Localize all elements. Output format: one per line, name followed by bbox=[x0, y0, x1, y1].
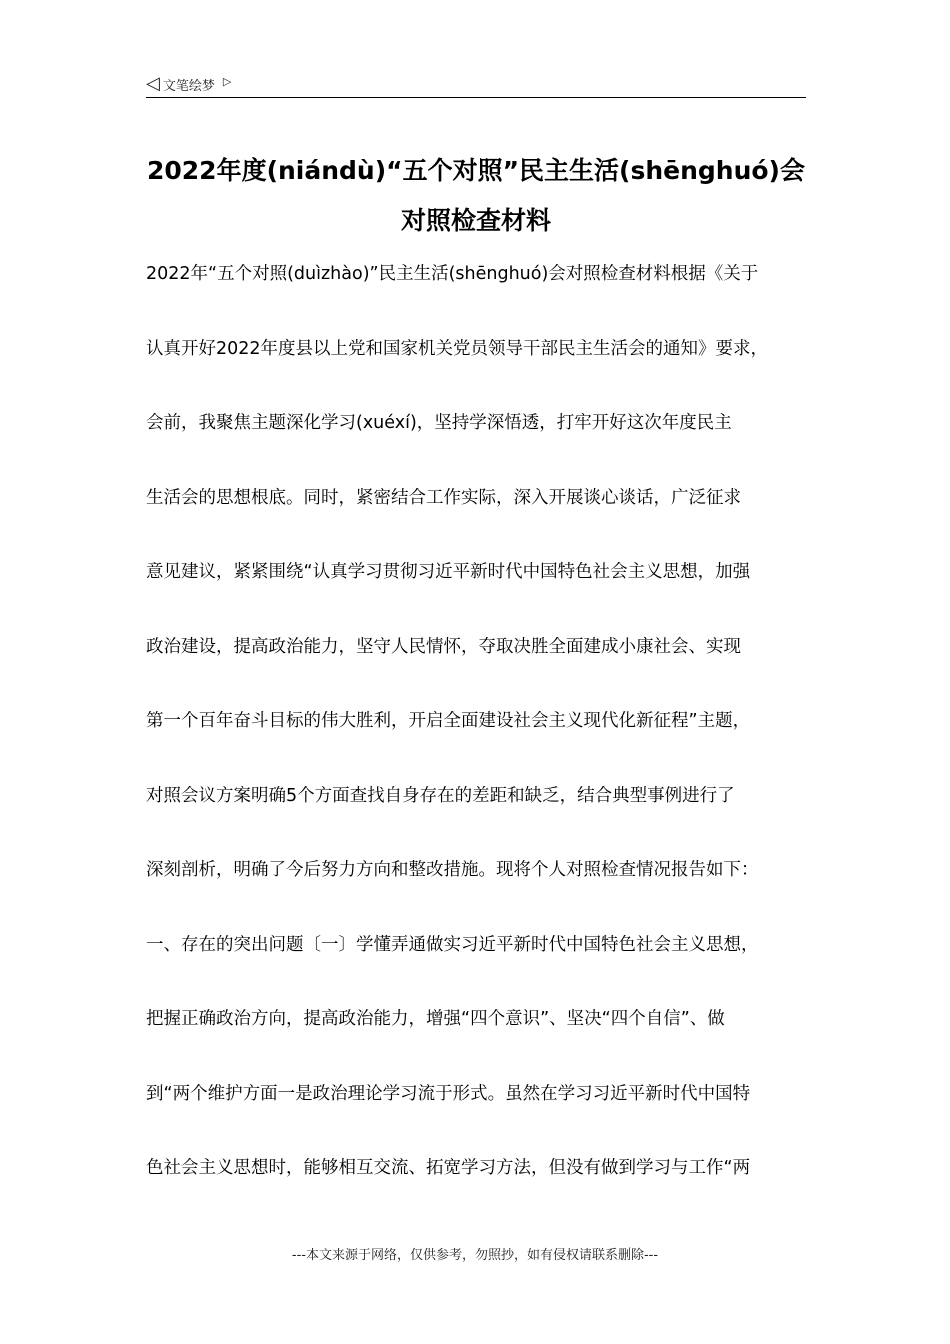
body-line: 对照会议方案明确5个方面查找自身存在的差距和缺乏，结合典型事例进行了 bbox=[146, 785, 735, 806]
body-line: 到“两个维护方面一是政治理论学习流于形式。虽然在学习习近平新时代中国特 bbox=[146, 1083, 751, 1104]
body-line: 2022年“五个对照(duìzhào)”民主生活(shēnghuó)会对照检查材料根据《关于 bbox=[146, 264, 759, 284]
title-line-1: 2022年度(niándù)“五个对照”民主生活(shēnghuó)会 bbox=[147, 156, 805, 185]
header-divider bbox=[146, 97, 806, 98]
body-line: 会前，我聚焦主题深化学习(xuéxí)，坚持学深悟透，打牢开好这次年度民主 bbox=[146, 413, 732, 433]
body-line: 第一个百年奋斗目标的伟大胜利，开启全面建设社会主义现代化新征程”主题， bbox=[146, 711, 751, 731]
body-line: 一、存在的突出问题〔一〕学懂弄通做实习近平新时代中国特色社会主义思想， bbox=[146, 934, 759, 955]
body-line: 深刻剖析，明确了今后努力方向和整改措施。现将个人对照检查情况报告如下： bbox=[146, 860, 759, 880]
header-title: 文笔绘梦 bbox=[162, 78, 215, 94]
triangle-left-icon: ◁ bbox=[146, 73, 160, 94]
body-line: 认真开好2022年度县以上党和国家机关党员领导干部民主生活会的通知》要求， bbox=[146, 338, 769, 359]
document-body bbox=[146, 259, 826, 1228]
body-line: 政治建设，提高政治能力，坚守人民情怀，夺取决胜全面建成小康社会、实现 bbox=[146, 636, 741, 657]
page-header bbox=[146, 72, 231, 96]
title-line-2: 对照检查材料 bbox=[400, 206, 551, 235]
body-line: 意见建议，紧紧围绕“认真学习贯彻习近平新时代中国特色社会主义思想，加强 bbox=[146, 562, 751, 582]
body-line: 把握正确政治方向，提高政治能力，增强“四个意识”、坚决“四个自信”、做 bbox=[146, 1009, 725, 1029]
body-line: 生活会的思想根底。同时，紧密结合工作实际，深入开展谈心谈话，广泛征求 bbox=[146, 487, 741, 508]
document-title bbox=[136, 146, 816, 246]
page-footer: ---本文来源于网络，仅供参考，勿照抄，如有侵权请联系删除--- bbox=[291, 1248, 659, 1263]
triangle-right-icon: ▷ bbox=[222, 74, 232, 88]
body-line: 色社会主义思想时，能够相互交流、拓宽学习方法，但没有做到学习与工作“两 bbox=[146, 1158, 751, 1178]
